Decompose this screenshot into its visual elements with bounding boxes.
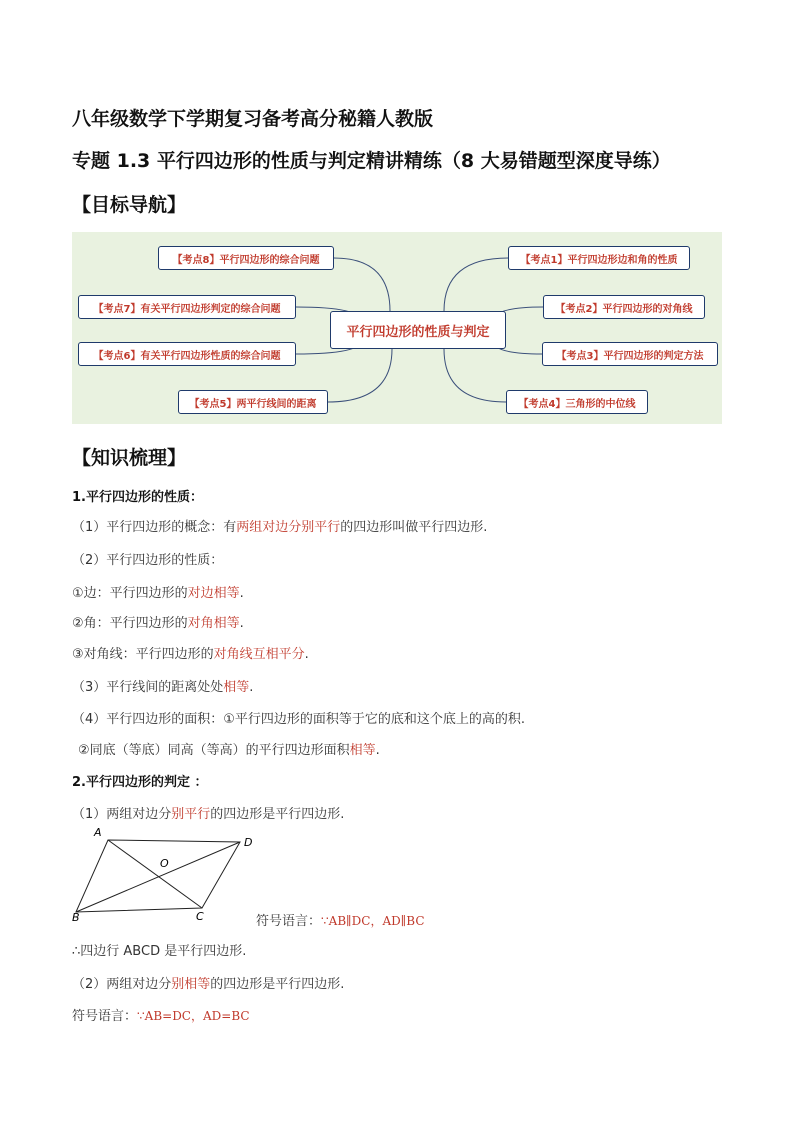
text-segment: . — [239, 616, 244, 631]
vertex-label-a: A — [94, 826, 102, 839]
mindmap-node-kaodian-1: 【考点1】平行四边形边和角的性质 — [508, 246, 690, 270]
text-segment: . — [375, 743, 380, 758]
property-line-properties: （2）平行四边形的性质： — [72, 553, 224, 568]
criteria-heading: 2.平行四边形的判定 ： — [72, 775, 208, 790]
mind-map — [72, 232, 722, 424]
symbol-language-2 — [72, 1005, 250, 1024]
symbol-expression: ∵AB=DC，AD=BC — [137, 1009, 250, 1023]
text-segment: ①边：平行四边形的 — [72, 586, 188, 601]
document-subtitle: 八年级数学下学期复习备考高分秘籍人教版 — [72, 108, 434, 130]
text-segment: 的四边形是平行四边形. — [210, 807, 345, 822]
conclusion-line: ∴四边行 ABCD 是平行四边形. — [72, 944, 247, 959]
highlight-text: 别平行 — [171, 807, 211, 822]
criteria-line-1 — [72, 803, 344, 822]
highlight-text: 相等 — [223, 680, 250, 695]
goal-section-title: 【目标导航】 — [72, 194, 187, 216]
diagonal-bd — [76, 842, 240, 912]
text-segment: . — [304, 647, 309, 662]
text-segment: （3）平行线间的距离处处 — [72, 680, 224, 695]
symbol-expression: ∵AB∥DC，AD∥BC — [321, 914, 425, 928]
mindmap-node-kaodian-2: 【考点2】平行四边形的对角线 — [543, 295, 705, 319]
highlight-text: 对角线互相平分 — [213, 647, 305, 662]
symbol-language-1 — [256, 910, 425, 929]
text-segment: （1）两组对边分 — [72, 807, 172, 822]
highlight-text: 别相等 — [171, 977, 211, 992]
highlight-text: 两组对边分别平行 — [236, 520, 341, 535]
text-segment: ②角：平行四边形的 — [72, 616, 188, 631]
text-segment: ②同底（等底）同高（等高）的平行四边形面积 — [78, 743, 350, 758]
property-line-angles — [72, 612, 244, 631]
text-segment: . — [249, 680, 254, 695]
knowledge-section-title: 【知识梳理】 — [72, 447, 187, 469]
text-segment: 的四边形叫做平行四边形. — [340, 520, 488, 535]
text-segment: （2）两组对边分 — [72, 977, 172, 992]
vertex-label-d: D — [244, 836, 253, 849]
property-line-area: （4）平行四边形的面积：①平行四边形的面积等于它的底和这个底上的高的积. — [72, 712, 526, 727]
mindmap-node-kaodian-7: 【考点7】有关平行四边形判定的综合问题 — [78, 295, 296, 319]
document-title: 专题 1.3 平行四边形的性质与判定精讲精练（8 大易错题型深度导练） — [72, 150, 671, 172]
center-label-o: O — [160, 857, 169, 870]
symbol-label: 符号语言： — [256, 914, 322, 929]
mindmap-node-kaodian-6: 【考点6】有关平行四边形性质的综合问题 — [78, 342, 296, 366]
criteria-line-2 — [72, 973, 344, 992]
highlight-text: 对边相等 — [187, 586, 240, 601]
property-line-sides — [72, 582, 244, 601]
property-line-diagonals — [72, 643, 309, 662]
highlight-text: 相等 — [349, 743, 376, 758]
text-segment: ③对角线：平行四边形的 — [72, 647, 214, 662]
text-segment: 的四边形是平行四边形. — [210, 977, 345, 992]
property-line-concept — [72, 516, 487, 535]
vertex-label-b: B — [72, 911, 80, 924]
mindmap-node-kaodian-5: 【考点5】两平行线间的距离 — [178, 390, 328, 414]
diagonal-ac — [108, 840, 202, 908]
text-segment: （1）平行四边形的概念：有 — [72, 520, 237, 535]
property-line-area-equal — [78, 739, 380, 758]
highlight-text: 对角相等 — [187, 616, 240, 631]
vertex-label-c: C — [196, 910, 204, 923]
symbol-label: 符号语言： — [72, 1009, 138, 1024]
mindmap-node-kaodian-3: 【考点3】平行四边形的判定方法 — [542, 342, 718, 366]
parallelogram-figure — [70, 824, 260, 924]
property-heading: 1.平行四边形的性质： — [72, 490, 203, 505]
mindmap-node-kaodian-8: 【考点8】平行四边形的综合问题 — [158, 246, 334, 270]
mindmap-center-node: 平行四边形的性质与判定 — [330, 311, 506, 349]
property-line-parallel-distance — [72, 676, 253, 695]
text-segment: . — [239, 586, 244, 601]
mindmap-node-kaodian-4: 【考点4】三角形的中位线 — [506, 390, 648, 414]
